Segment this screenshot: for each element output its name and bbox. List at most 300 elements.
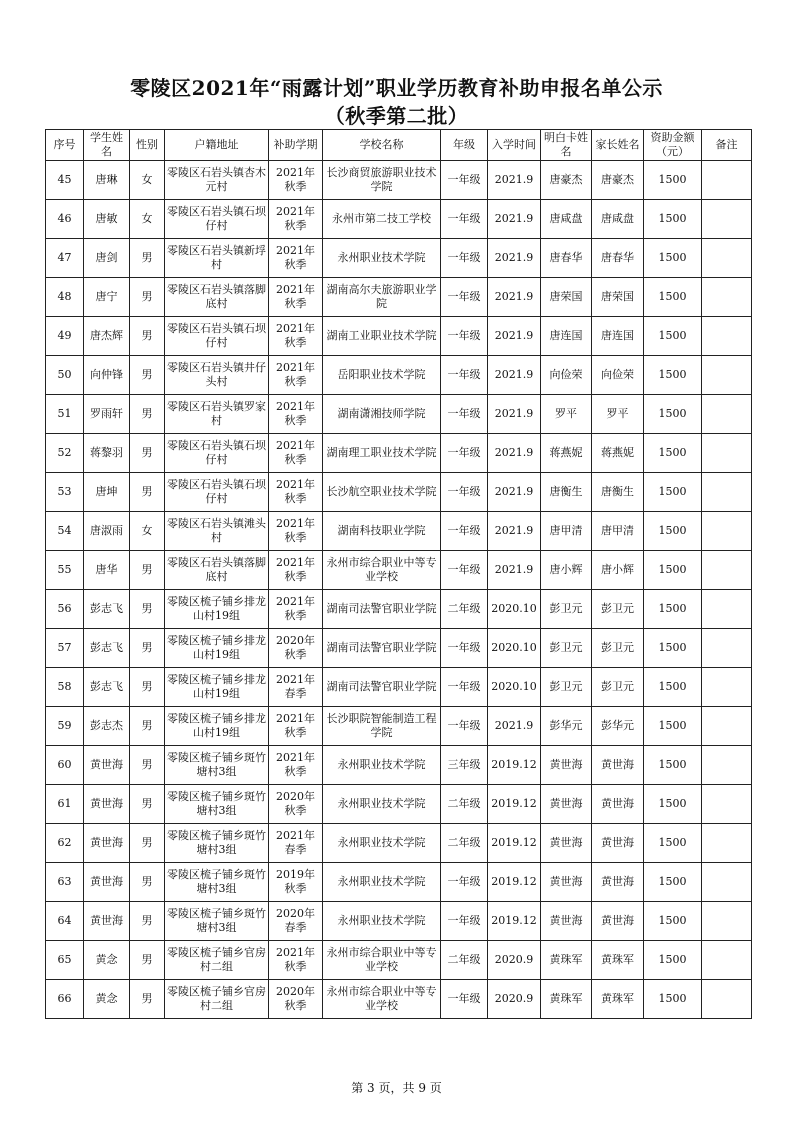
col-card-name-cell: 唐衡生	[541, 473, 592, 512]
col-index-cell: 51	[46, 395, 84, 434]
title-line-1: 零陵区2021年“雨露计划”职业学历教育补助申报名单公示	[130, 76, 663, 100]
col-student-name-cell: 蒋黎羽	[84, 434, 130, 473]
col-enroll-date-cell: 2021.9	[488, 395, 541, 434]
col-enroll-date-cell: 2021.9	[488, 200, 541, 239]
col-grade-cell: 一年级	[441, 356, 488, 395]
col-parent-name-cell: 向俭荣	[592, 356, 644, 395]
col-student-name-cell: 唐剑	[84, 239, 130, 278]
col-student-name-cell: 唐敏	[84, 200, 130, 239]
col-remark-header: 备注	[702, 130, 752, 161]
col-grade-cell: 二年级	[441, 785, 488, 824]
col-enroll-date-cell: 2020.9	[488, 941, 541, 980]
col-index-cell: 55	[46, 551, 84, 590]
col-index-cell: 46	[46, 200, 84, 239]
table-row	[46, 512, 752, 551]
col-parent-name-cell: 黄世海	[592, 902, 644, 941]
col-school-cell: 湖南潇湘技师学院	[323, 395, 441, 434]
col-student-name-cell: 彭志飞	[84, 668, 130, 707]
col-card-name-cell: 唐荣国	[541, 278, 592, 317]
col-index-cell: 60	[46, 746, 84, 785]
col-parent-name-cell: 唐春华	[592, 239, 644, 278]
col-index-cell: 64	[46, 902, 84, 941]
col-grade-cell: 二年级	[441, 824, 488, 863]
col-remark-cell	[702, 785, 752, 824]
col-card-name-cell: 黄世海	[541, 863, 592, 902]
table-row	[46, 746, 752, 785]
col-enroll-date-cell: 2021.9	[488, 707, 541, 746]
col-term-cell: 2021年秋季	[269, 707, 323, 746]
col-enroll-date-cell: 2019.12	[488, 902, 541, 941]
col-index-cell: 57	[46, 629, 84, 668]
col-term-cell: 2021年秋季	[269, 746, 323, 785]
col-address-header: 户籍地址	[165, 130, 269, 161]
col-school-cell: 永州职业技术学院	[323, 785, 441, 824]
col-grade-cell: 二年级	[441, 590, 488, 629]
col-index-cell: 53	[46, 473, 84, 512]
col-parent-name-cell: 黄世海	[592, 785, 644, 824]
col-school-cell: 永州市第二技工学校	[323, 200, 441, 239]
col-remark-cell	[702, 239, 752, 278]
col-index-cell: 48	[46, 278, 84, 317]
col-enroll-date-cell: 2019.12	[488, 824, 541, 863]
col-address-cell: 零陵区梳子铺乡斑竹塘村3组	[165, 785, 269, 824]
col-amount-cell: 1500	[644, 161, 702, 200]
col-enroll-date-cell: 2021.9	[488, 356, 541, 395]
col-enroll-date-cell: 2021.9	[488, 434, 541, 473]
col-term-cell: 2020年春季	[269, 902, 323, 941]
col-amount-cell: 1500	[644, 902, 702, 941]
table-row	[46, 902, 752, 941]
col-grade-cell: 一年级	[441, 278, 488, 317]
col-amount-cell: 1500	[644, 824, 702, 863]
page-footer: 第 3 页，共 9 页	[351, 1081, 442, 1095]
col-grade-cell: 一年级	[441, 434, 488, 473]
col-school-cell: 永州职业技术学院	[323, 746, 441, 785]
col-address-cell: 零陵区石岩头镇石坝仔村	[165, 434, 269, 473]
col-grade-cell: 一年级	[441, 200, 488, 239]
col-gender-header: 性别	[130, 130, 165, 161]
col-enroll-date-cell: 2021.9	[488, 512, 541, 551]
col-enroll-date-cell: 2020.9	[488, 980, 541, 1019]
col-card-name-cell: 向俭荣	[541, 356, 592, 395]
col-gender-cell: 男	[130, 590, 165, 629]
col-gender-cell: 男	[130, 551, 165, 590]
col-grade-cell: 二年级	[441, 941, 488, 980]
col-enroll-date-cell: 2020.10	[488, 668, 541, 707]
table-row	[46, 941, 752, 980]
col-card-name-cell: 黄世海	[541, 746, 592, 785]
col-term-cell: 2020年秋季	[269, 629, 323, 668]
col-school-cell: 永州职业技术学院	[323, 863, 441, 902]
col-school-cell: 永州市综合职业中等专业学校	[323, 551, 441, 590]
col-grade-cell: 一年级	[441, 902, 488, 941]
col-school-cell: 湖南工业职业技术学院	[323, 317, 441, 356]
col-remark-cell	[702, 629, 752, 668]
col-card-name-cell: 唐甲清	[541, 512, 592, 551]
col-student-name-cell: 黄世海	[84, 785, 130, 824]
table-row	[46, 863, 752, 902]
col-card-name-cell: 蒋燕妮	[541, 434, 592, 473]
col-gender-cell: 男	[130, 980, 165, 1019]
col-card-name-cell: 黄世海	[541, 902, 592, 941]
col-card-name-cell: 彭卫元	[541, 590, 592, 629]
col-school-cell: 长沙航空职业技术学院	[323, 473, 441, 512]
col-remark-cell	[702, 941, 752, 980]
col-card-name-cell: 唐咸盘	[541, 200, 592, 239]
col-student-name-cell: 黄世海	[84, 863, 130, 902]
col-address-cell: 零陵区石岩头镇落脚底村	[165, 278, 269, 317]
col-address-cell: 零陵区梳子铺乡斑竹塘村3组	[165, 902, 269, 941]
col-school-cell: 岳阳职业技术学院	[323, 356, 441, 395]
col-index-cell: 65	[46, 941, 84, 980]
document-title	[0, 74, 793, 130]
col-grade-cell: 一年级	[441, 317, 488, 356]
col-school-cell: 永州市综合职业中等专业学校	[323, 941, 441, 980]
col-gender-cell: 男	[130, 356, 165, 395]
table-row	[46, 356, 752, 395]
col-gender-cell: 男	[130, 473, 165, 512]
col-term-cell: 2021年秋季	[269, 395, 323, 434]
col-term-cell: 2021年秋季	[269, 200, 323, 239]
col-grade-cell: 一年级	[441, 707, 488, 746]
col-enroll-date-cell: 2019.12	[488, 746, 541, 785]
col-gender-cell: 男	[130, 824, 165, 863]
col-address-cell: 零陵区梳子铺乡官房村二组	[165, 941, 269, 980]
col-student-name-cell: 唐华	[84, 551, 130, 590]
col-gender-cell: 男	[130, 239, 165, 278]
col-amount-cell: 1500	[644, 551, 702, 590]
col-address-cell: 零陵区梳子铺乡排龙山村19组	[165, 707, 269, 746]
col-address-cell: 零陵区石岩头镇落脚底村	[165, 551, 269, 590]
col-enroll-date-cell: 2020.10	[488, 629, 541, 668]
col-index-cell: 49	[46, 317, 84, 356]
col-address-cell: 零陵区石岩头镇滩头村	[165, 512, 269, 551]
col-student-name-cell: 彭志杰	[84, 707, 130, 746]
col-parent-name-header: 家长姓名	[592, 130, 644, 161]
col-index-cell: 63	[46, 863, 84, 902]
col-term-cell: 2021年秋季	[269, 278, 323, 317]
col-enroll-date-cell: 2019.12	[488, 863, 541, 902]
col-parent-name-cell: 唐小辉	[592, 551, 644, 590]
col-parent-name-cell: 彭卫元	[592, 590, 644, 629]
col-gender-cell: 男	[130, 434, 165, 473]
table-row	[46, 278, 752, 317]
col-amount-cell: 1500	[644, 200, 702, 239]
col-parent-name-cell: 彭卫元	[592, 629, 644, 668]
col-grade-cell: 一年级	[441, 395, 488, 434]
col-amount-cell: 1500	[644, 941, 702, 980]
col-gender-cell: 男	[130, 863, 165, 902]
col-grade-cell: 一年级	[441, 629, 488, 668]
col-remark-cell	[702, 707, 752, 746]
col-parent-name-cell: 黄珠军	[592, 980, 644, 1019]
col-amount-cell: 1500	[644, 356, 702, 395]
col-grade-cell: 一年级	[441, 668, 488, 707]
col-term-cell: 2021年秋季	[269, 512, 323, 551]
col-amount-cell: 1500	[644, 512, 702, 551]
col-index-cell: 50	[46, 356, 84, 395]
col-parent-name-cell: 唐荣国	[592, 278, 644, 317]
col-remark-cell	[702, 980, 752, 1019]
col-index-cell: 58	[46, 668, 84, 707]
col-grade-cell: 一年级	[441, 980, 488, 1019]
col-parent-name-cell: 唐甲清	[592, 512, 644, 551]
col-parent-name-cell: 唐连国	[592, 317, 644, 356]
col-parent-name-cell: 彭卫元	[592, 668, 644, 707]
table-row	[46, 824, 752, 863]
col-enroll-date-header: 入学时间	[488, 130, 541, 161]
table-body	[46, 161, 752, 1019]
col-school-cell: 永州职业技术学院	[323, 902, 441, 941]
table-row	[46, 785, 752, 824]
col-school-header: 学校名称	[323, 130, 441, 161]
col-address-cell: 零陵区梳子铺乡排龙山村19组	[165, 668, 269, 707]
col-term-cell: 2021年春季	[269, 824, 323, 863]
col-student-name-cell: 彭志飞	[84, 590, 130, 629]
col-parent-name-cell: 唐衡生	[592, 473, 644, 512]
col-gender-cell: 男	[130, 785, 165, 824]
col-parent-name-cell: 黄世海	[592, 824, 644, 863]
col-card-name-cell: 黄世海	[541, 785, 592, 824]
col-enroll-date-cell: 2021.9	[488, 551, 541, 590]
col-gender-cell: 男	[130, 941, 165, 980]
col-index-cell: 62	[46, 824, 84, 863]
table-row	[46, 707, 752, 746]
col-remark-cell	[702, 473, 752, 512]
col-index-cell: 47	[46, 239, 84, 278]
col-term-cell: 2021年秋季	[269, 941, 323, 980]
col-remark-cell	[702, 863, 752, 902]
col-grade-cell: 一年级	[441, 863, 488, 902]
col-student-name-cell: 唐宁	[84, 278, 130, 317]
col-card-name-cell: 唐春华	[541, 239, 592, 278]
col-student-name-cell: 唐琳	[84, 161, 130, 200]
col-parent-name-cell: 黄世海	[592, 863, 644, 902]
col-parent-name-cell: 黄世海	[592, 746, 644, 785]
col-amount-cell: 1500	[644, 785, 702, 824]
col-school-cell: 长沙职院智能制造工程学院	[323, 707, 441, 746]
col-gender-cell: 女	[130, 161, 165, 200]
col-term-cell: 2021年秋季	[269, 434, 323, 473]
col-grade-cell: 一年级	[441, 512, 488, 551]
col-remark-cell	[702, 278, 752, 317]
col-gender-cell: 女	[130, 512, 165, 551]
col-remark-cell	[702, 356, 752, 395]
col-card-name-cell: 彭华元	[541, 707, 592, 746]
col-gender-cell: 男	[130, 395, 165, 434]
col-grade-header: 年级	[441, 130, 488, 161]
col-school-cell: 湖南理工职业技术学院	[323, 434, 441, 473]
table-row	[46, 980, 752, 1019]
col-remark-cell	[702, 395, 752, 434]
col-student-name-cell: 黄世海	[84, 746, 130, 785]
table-row	[46, 161, 752, 200]
col-school-cell: 长沙商贸旅游职业技术学院	[323, 161, 441, 200]
col-enroll-date-cell: 2021.9	[488, 239, 541, 278]
table-row	[46, 395, 752, 434]
col-address-cell: 零陵区石岩头镇杏木元村	[165, 161, 269, 200]
col-amount-cell: 1500	[644, 980, 702, 1019]
table-row	[46, 239, 752, 278]
col-gender-cell: 男	[130, 902, 165, 941]
col-school-cell: 湖南高尔夫旅游职业学院	[323, 278, 441, 317]
col-gender-cell: 男	[130, 707, 165, 746]
col-gender-cell: 男	[130, 629, 165, 668]
col-enroll-date-cell: 2021.9	[488, 161, 541, 200]
col-gender-cell: 男	[130, 668, 165, 707]
col-parent-name-cell: 黄珠军	[592, 941, 644, 980]
col-term-cell: 2021年春季	[269, 668, 323, 707]
col-card-name-cell: 唐豪杰	[541, 161, 592, 200]
col-school-cell: 永州市综合职业中等专业学校	[323, 980, 441, 1019]
col-school-cell: 湖南科技职业学院	[323, 512, 441, 551]
col-card-name-header: 明白卡姓名	[541, 130, 592, 161]
col-index-cell: 52	[46, 434, 84, 473]
col-address-cell: 零陵区石岩头镇罗家村	[165, 395, 269, 434]
col-parent-name-cell: 唐咸盘	[592, 200, 644, 239]
col-address-cell: 零陵区梳子铺乡排龙山村19组	[165, 590, 269, 629]
col-card-name-cell: 黄珠军	[541, 980, 592, 1019]
col-remark-cell	[702, 434, 752, 473]
col-address-cell: 零陵区石岩头镇新垺村	[165, 239, 269, 278]
col-student-name-cell: 黄世海	[84, 824, 130, 863]
col-card-name-cell: 唐小辉	[541, 551, 592, 590]
col-school-cell: 永州职业技术学院	[323, 824, 441, 863]
col-amount-cell: 1500	[644, 629, 702, 668]
col-address-cell: 零陵区石岩头镇石坝仔村	[165, 200, 269, 239]
col-amount-cell: 1500	[644, 278, 702, 317]
table-row	[46, 200, 752, 239]
col-card-name-cell: 彭卫元	[541, 629, 592, 668]
col-school-cell: 湖南司法警官职业学院	[323, 629, 441, 668]
table-row	[46, 629, 752, 668]
col-enroll-date-cell: 2021.9	[488, 317, 541, 356]
table-row	[46, 590, 752, 629]
table-row	[46, 434, 752, 473]
col-index-cell: 61	[46, 785, 84, 824]
col-card-name-cell: 黄珠军	[541, 941, 592, 980]
col-student-name-cell: 罗雨轩	[84, 395, 130, 434]
table-row	[46, 668, 752, 707]
col-amount-cell: 1500	[644, 707, 702, 746]
col-term-cell: 2020年秋季	[269, 980, 323, 1019]
col-amount-cell: 1500	[644, 590, 702, 629]
col-card-name-cell: 唐连国	[541, 317, 592, 356]
col-remark-cell	[702, 746, 752, 785]
col-term-cell: 2021年秋季	[269, 317, 323, 356]
col-remark-cell	[702, 317, 752, 356]
col-amount-cell: 1500	[644, 434, 702, 473]
col-address-cell: 零陵区梳子铺乡斑竹塘村3组	[165, 863, 269, 902]
col-student-name-cell: 唐坤	[84, 473, 130, 512]
col-address-cell: 零陵区梳子铺乡斑竹塘村3组	[165, 746, 269, 785]
col-student-name-cell: 黄世海	[84, 902, 130, 941]
col-grade-cell: 一年级	[441, 161, 488, 200]
table-row	[46, 317, 752, 356]
col-student-name-cell: 唐杰辉	[84, 317, 130, 356]
col-remark-cell	[702, 668, 752, 707]
col-student-name-cell: 黄念	[84, 980, 130, 1019]
col-index-cell: 54	[46, 512, 84, 551]
col-remark-cell	[702, 551, 752, 590]
col-enroll-date-cell: 2019.12	[488, 785, 541, 824]
title-line-2: （秋季第二批）	[324, 104, 469, 128]
col-remark-cell	[702, 512, 752, 551]
col-amount-cell: 1500	[644, 395, 702, 434]
col-term-cell: 2020年秋季	[269, 785, 323, 824]
col-term-cell: 2021年秋季	[269, 551, 323, 590]
col-amount-cell: 1500	[644, 239, 702, 278]
col-student-name-cell: 黄念	[84, 941, 130, 980]
col-card-name-cell: 罗平	[541, 395, 592, 434]
col-student-name-cell: 彭志飞	[84, 629, 130, 668]
col-remark-cell	[702, 902, 752, 941]
col-remark-cell	[702, 590, 752, 629]
col-index-cell: 56	[46, 590, 84, 629]
col-parent-name-cell: 蒋燕妮	[592, 434, 644, 473]
col-address-cell: 零陵区石岩头镇石坝仔村	[165, 317, 269, 356]
roster-table	[45, 129, 752, 1019]
col-enroll-date-cell: 2021.9	[488, 473, 541, 512]
col-term-cell: 2021年秋季	[269, 161, 323, 200]
col-parent-name-cell: 唐豪杰	[592, 161, 644, 200]
col-grade-cell: 一年级	[441, 239, 488, 278]
table-row	[46, 551, 752, 590]
col-address-cell: 零陵区梳子铺乡排龙山村19组	[165, 629, 269, 668]
col-enroll-date-cell: 2020.10	[488, 590, 541, 629]
col-address-cell: 零陵区梳子铺乡斑竹塘村3组	[165, 824, 269, 863]
col-gender-cell: 女	[130, 200, 165, 239]
col-remark-cell	[702, 824, 752, 863]
col-index-cell: 66	[46, 980, 84, 1019]
col-remark-cell	[702, 161, 752, 200]
table-header-row	[46, 130, 752, 161]
col-grade-cell: 三年级	[441, 746, 488, 785]
col-amount-cell: 1500	[644, 863, 702, 902]
col-grade-cell: 一年级	[441, 551, 488, 590]
col-address-cell: 零陵区石岩头镇石坝仔村	[165, 473, 269, 512]
col-amount-cell: 1500	[644, 317, 702, 356]
col-index-header: 序号	[46, 130, 84, 161]
col-school-cell: 湖南司法警官职业学院	[323, 668, 441, 707]
col-student-name-cell: 向仲锋	[84, 356, 130, 395]
col-term-cell: 2021年秋季	[269, 356, 323, 395]
col-grade-cell: 一年级	[441, 473, 488, 512]
col-term-header: 补助学期	[269, 130, 323, 161]
col-gender-cell: 男	[130, 278, 165, 317]
table-row	[46, 473, 752, 512]
col-term-cell: 2021年秋季	[269, 590, 323, 629]
col-card-name-cell: 彭卫元	[541, 668, 592, 707]
col-gender-cell: 男	[130, 317, 165, 356]
col-amount-cell: 1500	[644, 473, 702, 512]
col-student-name-header: 学生姓名	[84, 130, 130, 161]
col-card-name-cell: 黄世海	[541, 824, 592, 863]
col-parent-name-cell: 彭华元	[592, 707, 644, 746]
col-amount-cell: 1500	[644, 746, 702, 785]
col-term-cell: 2021年秋季	[269, 473, 323, 512]
col-student-name-cell: 唐淑雨	[84, 512, 130, 551]
col-school-cell: 湖南司法警官职业学院	[323, 590, 441, 629]
col-amount-cell: 1500	[644, 668, 702, 707]
col-remark-cell	[702, 200, 752, 239]
col-enroll-date-cell: 2021.9	[488, 278, 541, 317]
col-address-cell: 零陵区石岩头镇井仔头村	[165, 356, 269, 395]
col-amount-header: 资助金额（元）	[644, 130, 702, 161]
col-parent-name-cell: 罗平	[592, 395, 644, 434]
col-gender-cell: 男	[130, 746, 165, 785]
col-index-cell: 59	[46, 707, 84, 746]
